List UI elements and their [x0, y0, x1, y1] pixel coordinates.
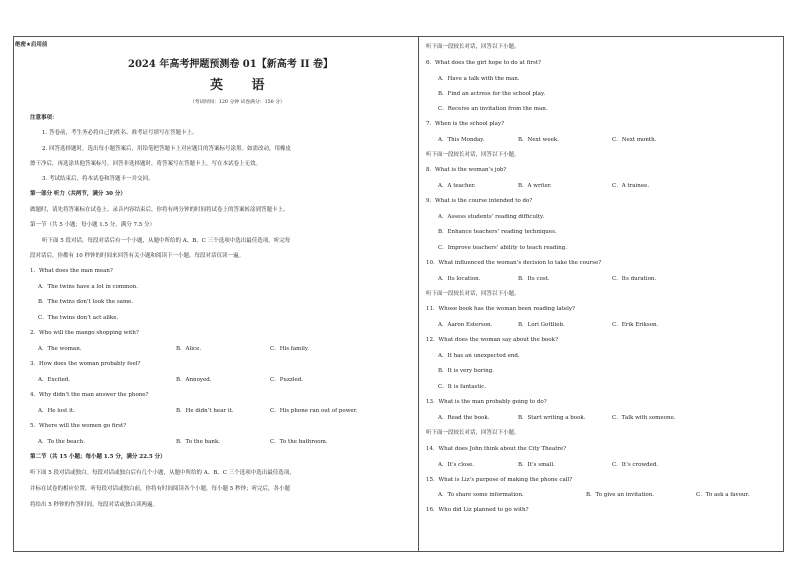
question-1: 1．What does the man mean? [30, 268, 113, 274]
option-a: A．The twins have a lot in common. [38, 284, 138, 290]
option-a: A．He lost it. [38, 408, 75, 414]
option-c: C．To ask a favour. [696, 492, 750, 498]
option-a: A．Aaron Esterson. [438, 322, 493, 328]
section1-intro: 听下面 5 段对话。每段对话后有一个小题，从题中所给的 A、B、C 三个选项中选出最佳选项。听完每 [42, 238, 291, 244]
option-a: A．Have a talk with the man. [438, 76, 520, 82]
question-11: 11．Whose book has the woman been reading lately? [426, 306, 575, 312]
question-6: 6．What does the girl hope to do at first? [426, 60, 542, 66]
option-a: A．It has an unexpected end. [438, 353, 520, 359]
section2-heading: 第二节（共 15 小题；每小题 1.5 分，满分 22.5 分） [30, 454, 166, 460]
option-c: C．Receive an invitation from the man. [438, 106, 548, 112]
option-c: C．Next month. [612, 137, 657, 143]
instruction: 听下面一段较长对话，回答以下小题。 [426, 152, 520, 158]
column-divider [418, 36, 419, 552]
option-b: B．It is very boring. [438, 368, 494, 374]
option-b: B．Annoyed. [176, 377, 212, 383]
question-2: 2．Who will the mango shopping with? [30, 330, 139, 336]
option-b: B．Enhance teachers’ reading techniques. [438, 229, 557, 235]
note-item: 擦干净后，再选涂其他答案标号。回答非选择题时，将答案写在答题卡上，写在本试卷上无效。 [30, 161, 262, 167]
option-b: B．Alice. [176, 346, 202, 352]
note-item: 3. 考试结束后，将本试卷和答题卡一并交回。 [42, 176, 154, 182]
option-b: B．Start writing a book. [518, 415, 586, 421]
option-b: B．Find an actress for the school play. [438, 91, 546, 97]
option-a: A．To share some information. [438, 492, 524, 498]
note-item: 1. 答卷前，考生务必将自己的姓名、准考证号填写在答题卡上。 [42, 130, 198, 136]
option-c: C．Improve teachers’ ability to teach reading. [438, 245, 568, 251]
option-b: B．He didn’t hear it. [176, 408, 234, 414]
question-13: 13．What is the man probably going to do? [426, 399, 547, 405]
instruction: 听下面一段较长对话，回答以下小题。 [426, 291, 520, 297]
option-c: C．His phone ran out of power. [270, 408, 358, 414]
option-a: A．Its location. [438, 276, 481, 282]
option-b: B．To give an invitation. [586, 492, 655, 498]
exam-info: （考试时间：120 分钟 试卷满分：150 分） [190, 100, 285, 105]
section2-intro: 听下面 5 段对话或独白。每段对话或独白后有几个小题，从题中所给的 A、B、C 三个选项中选出最佳选项， [30, 470, 295, 476]
option-a: A．This Monday. [438, 137, 485, 143]
option-a: A．Read the book. [438, 415, 490, 421]
section1-heading: 第一节（共 5 小题；每小题 1.5 分，满分 7.5 分） [30, 222, 155, 228]
question-15: 15．What is Liz’s purpose of making the phone call? [426, 477, 573, 483]
option-a: A．The woman. [38, 346, 82, 352]
part1-intro: 做题时，请先将答案标在试卷上。录音内容结束后，你将有两分钟的时间将试卷上的答案转涂到答题卡上。 [30, 207, 289, 213]
question-4: 4．Why didn’t the man answer the phone? [30, 392, 149, 398]
option-c: C．Talk with someone. [612, 415, 676, 421]
option-c: C．A trainee. [612, 183, 650, 189]
question-7: 7．When is the school play? [426, 121, 505, 127]
option-a: A．A teacher. [438, 183, 476, 189]
option-b: B．It’s small. [518, 462, 555, 468]
question-8: 8．What is the woman’s job? [426, 167, 507, 173]
part1-heading: 第一部分 听力（共两节，满分 30 分） [30, 191, 126, 197]
option-a: A．Excited. [38, 377, 71, 383]
option-c: C．Puzzled. [270, 377, 304, 383]
instruction: 听下面一段较长对话，回答以下小题。 [426, 44, 520, 50]
option-c: C．It’s crowded. [612, 462, 659, 468]
section2-intro: 并标在试卷的相应位置。听每段对话或独白前，你将有时间阅读各个小题，每小题 5 秒钟；听完后，各小题 [30, 486, 290, 492]
option-b: B．To the bank. [176, 439, 221, 445]
question-10: 10．What influenced the woman’s decision to take the course? [426, 260, 602, 266]
section2-intro: 将给出 5 秒钟的作答时间。每段对话或独白读两遍。 [30, 502, 158, 508]
notes-heading: 注意事项： [30, 115, 58, 121]
question-9: 9．What is the course intended to do? [426, 198, 533, 204]
question-14: 14．What does John think about the City Theatre? [426, 446, 567, 452]
option-c: C．His family. [270, 346, 310, 352]
exam-title: 2024 年高考押题预测卷 01【新高考 II 卷】 [128, 59, 334, 70]
option-c: C．The twins don’t act alike. [38, 315, 119, 321]
question-5: 5．Where will the women go first? [30, 423, 127, 429]
note-item: 2. 回答选择题时，选出每小题答案后，用铅笔把答题卡上对应题目的答案标号涂黑。如需改动，用橡皮 [42, 146, 291, 152]
option-c: C．To the bathroom. [270, 439, 328, 445]
option-c: C．Its duration. [612, 276, 657, 282]
option-b: B．Lori Gottlieb. [518, 322, 565, 328]
instruction: 听下面一段较长对话，回答以下小题。 [426, 430, 520, 436]
option-c: C．It is fantastic. [438, 384, 487, 390]
option-a: A．To the beach. [38, 439, 85, 445]
option-a: A．It’s close. [438, 462, 475, 468]
subject-title: 英 语 [210, 78, 277, 93]
option-b: B．The twins don’t look the same. [38, 299, 134, 305]
question-12: 12．What does the woman say about the book? [426, 337, 558, 343]
question-3: 3．How does the woman probably feel? [30, 361, 141, 367]
option-b: B．Next week. [518, 137, 559, 143]
option-c: C．Erik Erikson. [612, 322, 659, 328]
section1-intro: 段对话后，你都有 10 秒钟的时间来回答有关小题和阅读下一小题。每段对话仅读一遍。 [30, 253, 244, 259]
option-a: A．Assess students’ reading difficulty. [438, 214, 545, 220]
question-16: 16．Who did Liz planned to go with? [426, 507, 529, 513]
secret-stamp: 绝密★启用前 [15, 42, 48, 48]
option-b: B．A writer. [518, 183, 552, 189]
option-b: B．Its cost. [518, 276, 550, 282]
